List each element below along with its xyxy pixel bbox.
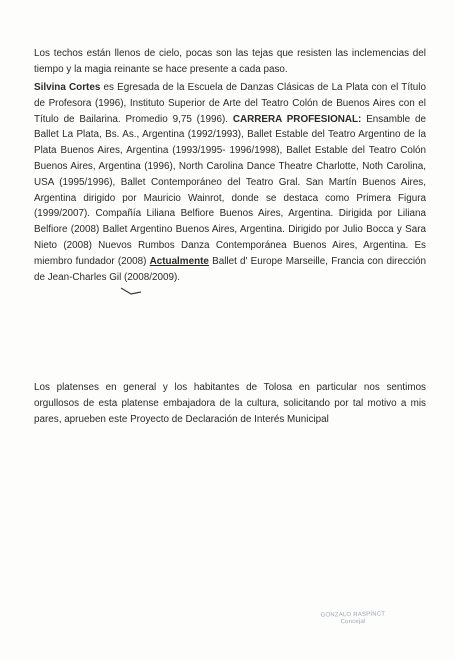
biography-paragraph	[34, 80, 426, 285]
stamp-title: Concejal	[340, 618, 366, 626]
bio-education-text: es Egresada de la Escuela de Danzas Clásicas de La Plata con el Título de Profesora (1996), Instituto Superior de Arte del Teatro Colón de Buenos Aires con el Título de Bailarina. Promedio 9,75 (1996).	[34, 82, 426, 125]
pen-mark-icon	[119, 283, 143, 299]
bio-career-text: Ensamble de Ballet La Plata, Bs. As., Argentina (1992/1993), Ballet Estable del Teatro Argentino de la Plata Buenos Aires, Argentina (1993/1995- 1996/1998), Ballet Estable del Teatro Colón Buenos Aires, Argentina (1996), North Carolina Dance Theatre Charlotte, Noth Carolina, USA (1995/1996), Ballet Contemporáneo del Teatro Gral. San Martín Buenos Aires, Argentina dirigido por Mauricio Wainrot, donde se destaca como Primera Figura (1999/2007). Compañía Liliana Belfiore Buenos Aires, Argentina. Dirigida por Liliana Belfiore (2008) Ballet Argentino Buenos Aires, Argentina. Dirigido por Julio Bocca y Sara Nieto (2008) Nuevos Rumbos Danza Contemporánea Buenos Aires, Argentina. Es miembro fundador (2008)	[34, 113, 426, 267]
actualmente-label: Actualmente	[149, 255, 209, 267]
intro-paragraph-text: Los techos están llenos de cielo, pocas son las tejas que resisten las inclemencias del tiempo y la magia reinante se hace presente a cada paso.	[34, 48, 426, 75]
stamp-name: GONZALO RASPÍNCT	[320, 611, 386, 619]
intro-paragraph	[34, 46, 426, 78]
career-heading: CARRERA PROFESIONAL:	[232, 113, 362, 125]
bio-name: Silvina Cortes	[34, 82, 101, 93]
bio-current-text: Ballet d' Europe Marseille, Francia con dirección de Jean-Charles Gil (2008/2009).	[34, 255, 427, 283]
official-stamp	[318, 611, 388, 626]
closing-paragraph-text: Los platenses en general y los habitantes de Tolosa en particular nos sentimos orgullosos de esta platense embajadora de la cultura, solicitando por tal motivo a mis pares, aprueben este Proyecto de Declaración de Interés Municipal	[34, 382, 426, 425]
closing-paragraph	[34, 380, 426, 427]
